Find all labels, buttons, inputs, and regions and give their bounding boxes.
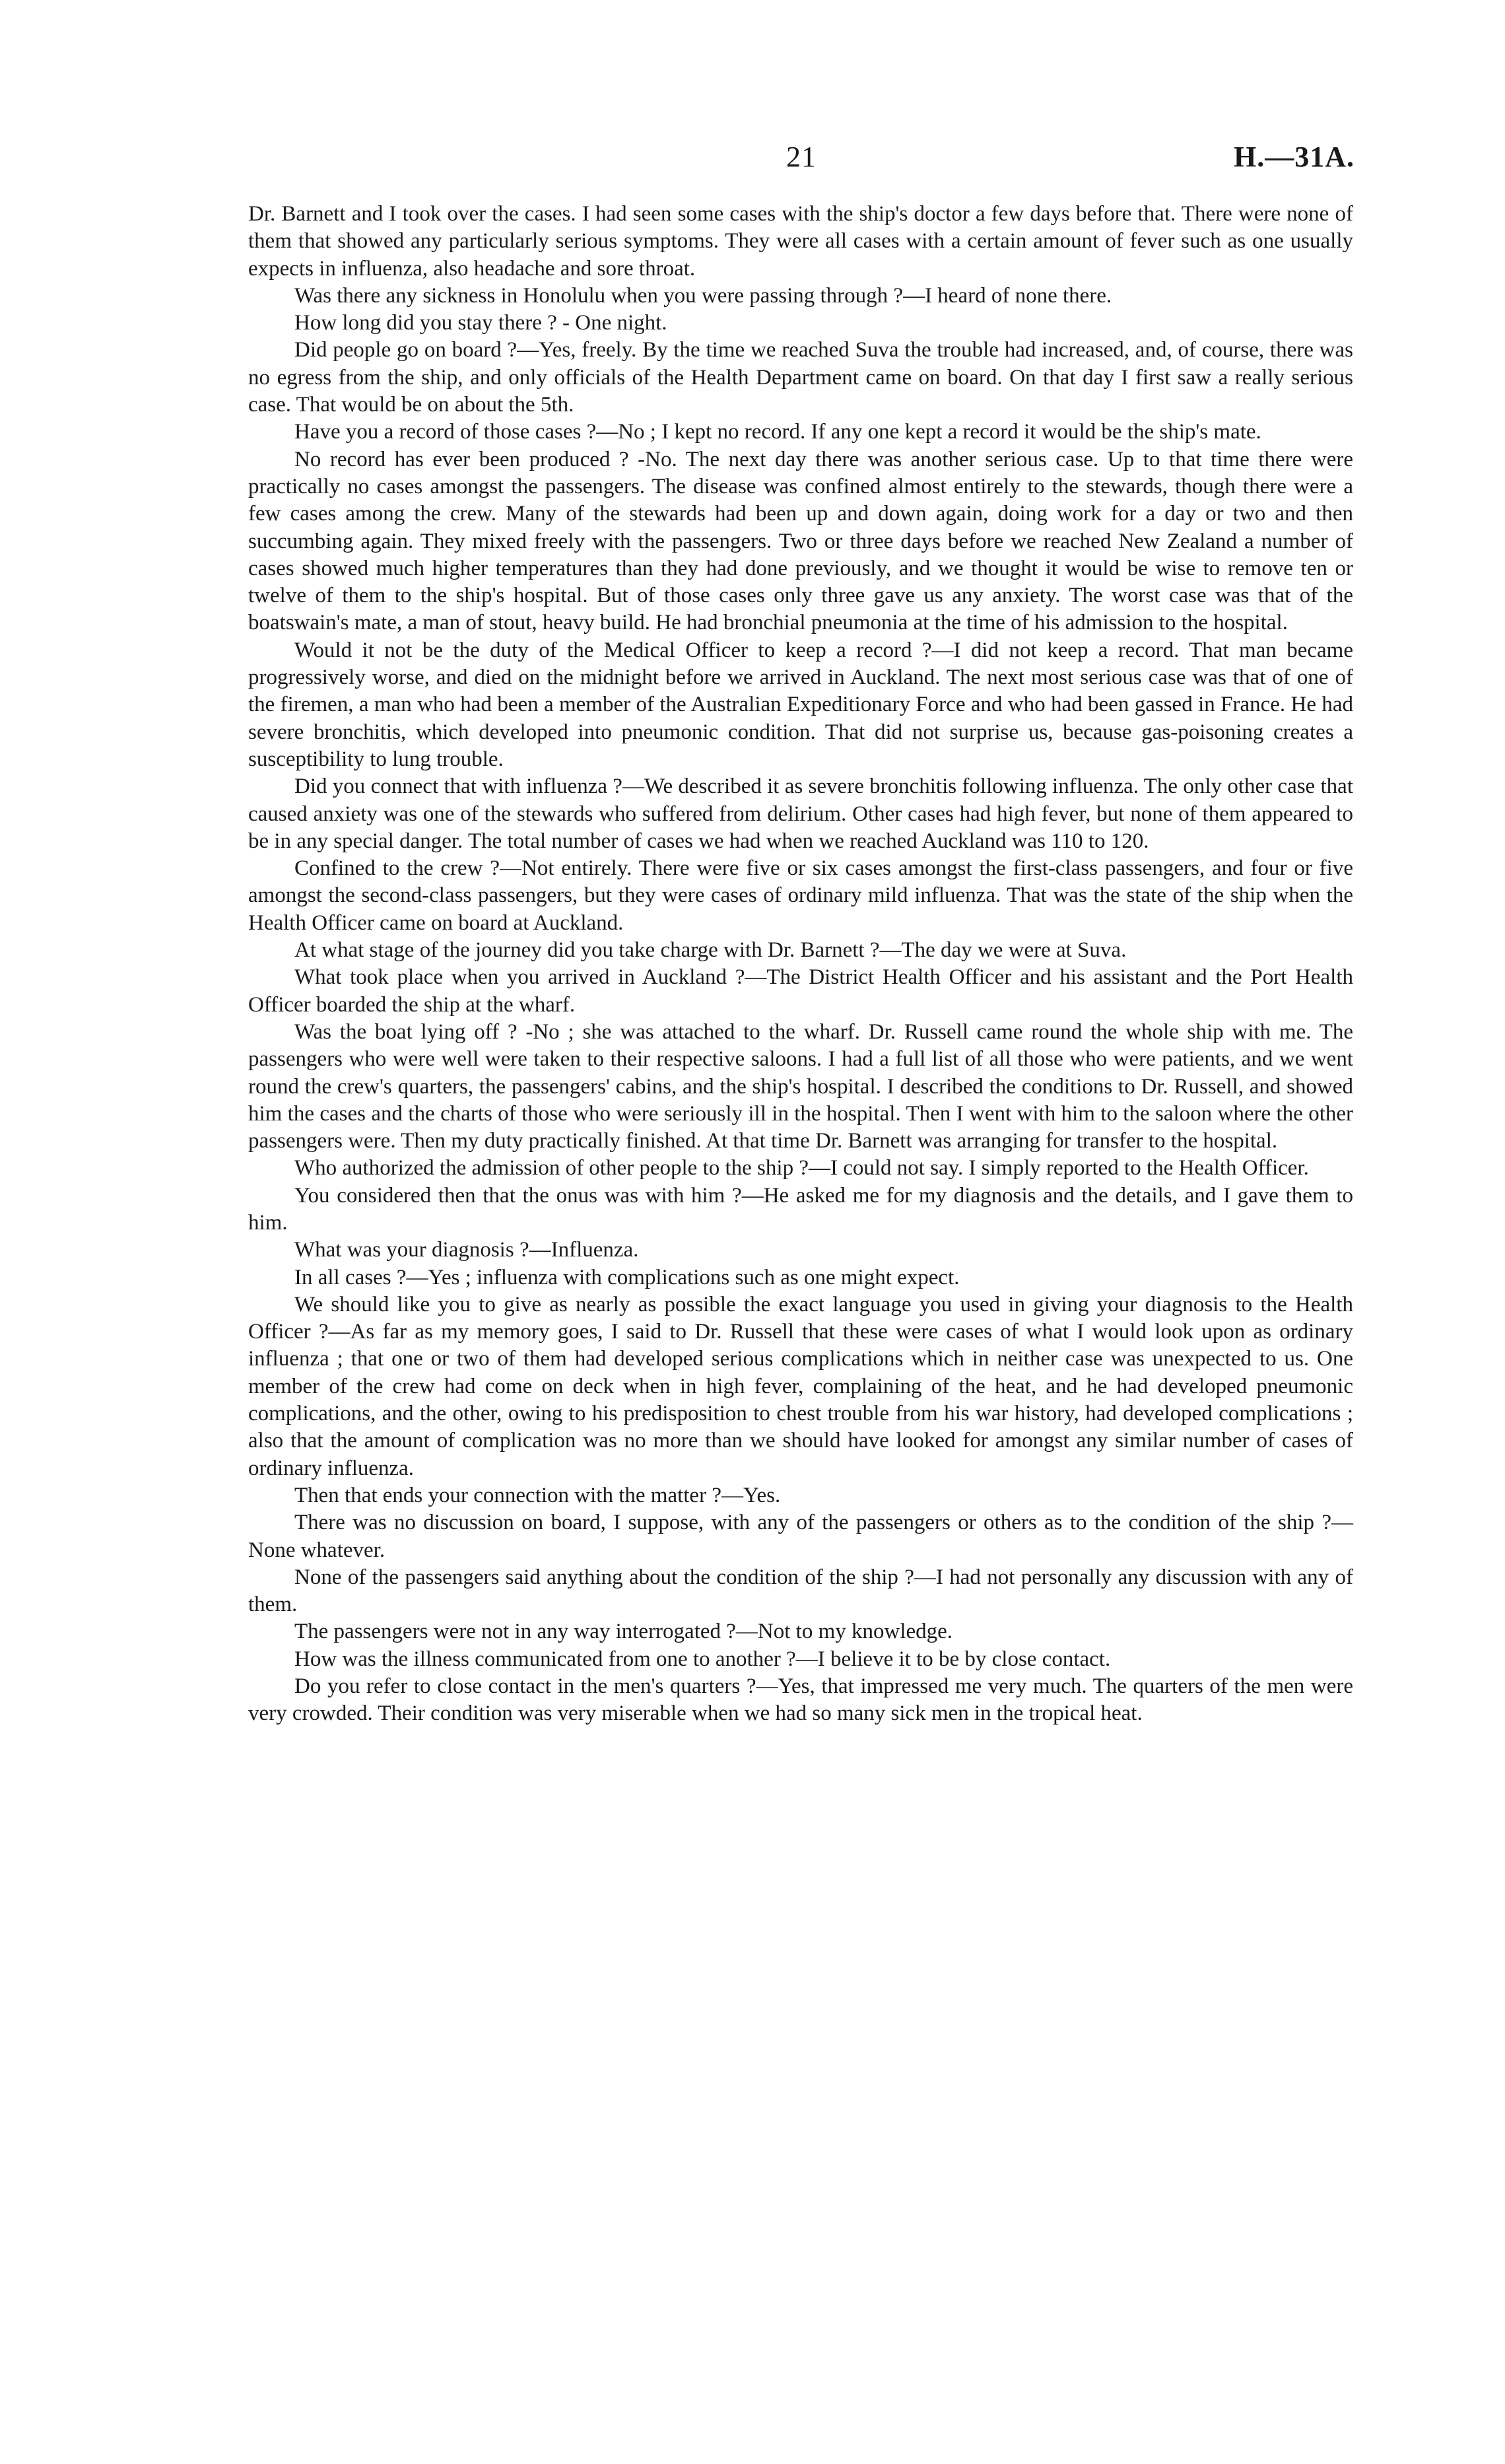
paragraph: How was the illness communicated from one to another ?—I believe it to be by close contact. [294,1647,1111,1671]
paragraph: Then that ends your connection with the matter ?—Yes. [294,1483,781,1507]
page-header [248,140,1354,186]
body-text [248,201,1353,1728]
paragraph: Do you refer to close contact in the men's quarters ?—Yes, that impressed me very much. The quarters of the men were very crowded. Their condition was very miserable when we had so many sick men in the tropical heat. [248,1674,1353,1726]
paragraph: Who authorized the admission of other people to the ship ?—I could not say. I simply reported to the Health Officer. [294,1156,1309,1181]
paragraph: There was no discussion on board, I suppose, with any of the passengers or others as to the condition of the ship ?—None whatever. [248,1511,1353,1562]
paragraph: What was your diagnosis ?—Influenza. [294,1238,639,1262]
paragraph: Confined to the crew ?—Not entirely. There were five or six cases amongst the first-class passengers, and four or five amongst the second-class passengers, but they were cases of ordinary mild influenza. That was the state of the ship when the Health Officer came on board at Auckland. [248,856,1353,935]
paragraph: No record has ever been produced ? -No. The next day there was another serious case. Up to that time there were practically no cases amongst the passengers. The disease was confined almost entirely to the stewards, though there were a few cases among the crew. Many of the stewards had been up and down again, doing work for a day or two and then succumbing again. They mixed freely with the passengers. Two or three days before we reached New Zealand a number of cases showed much higher temperatures than they had done previously, and we thought it would be wise to remove ten or twelve of them to the ship's hospital. But of those cases only three gave us any anxiety. The worst case was that of the boatswain's mate, a man of stout, heavy build. He had bronchial pneumonia at the time of his admission to the hospital. [248,447,1353,635]
paragraph: Did people go on board ?—Yes, freely. By the time we reached Suva the trouble had increased, and, of course, there was no egress from the ship, and only officials of the Health Department came on board. On that day I first saw a really serious case. That would be on about the 5th. [248,338,1353,417]
paragraph: Was the boat lying off ? -No ; she was attached to the wharf. Dr. Russell came round the whole ship with me. The passengers who were well were taken to their respective saloons. I had a full list of all those who were patients, and we went round the crew's quarters, the passengers' cabins, and the ship's hospital. I described the conditions to Dr. Russell, and showed him the cases and the charts of those who were seriously ill in the hospital. Then I went with him to the saloon where the other passengers were. Then my duty practically finished. At that time Dr. Barnett was arranging for transfer to the hospital. [248,1019,1353,1153]
paragraph: Did you connect that with influenza ?—We described it as severe bronchitis following influenza. The only other case that caused anxiety was one of the stewards who suffered from delirium. Other cases had high fever, but none of them appeared to be in any special danger. The total number of cases we had when we reached Auckland was 110 to 120. [248,774,1353,853]
paragraph: In all cases ?—Yes ; influenza with complications such as one might expect. [294,1265,960,1289]
paragraph: The passengers were not in any way interrogated ?—Not to my knowledge. [294,1620,953,1644]
paragraph: Have you a record of those cases ?—No ; I kept no record. If any one kept a record it would be the ship's mate. [294,420,1261,444]
paragraph: We should like you to give as nearly as possible the exact language you used in giving your diagnosis to the Health Officer ?—As far as my memory goes, I said to Dr. Russell that these were cases of what I would look upon as ordinary influenza ; that one or two of them had developed serious complications which in neither case was unexpected to us. One member of the crew had come on deck when in high fever, complaining of the heat, and he had developed pneumonic complications, and the other, owing to his predisposition to chest trouble from his war history, had developed complications ; also that the amount of complication was no more than we should have looked for amongst any similar number of cases of ordinary influenza. [248,1292,1353,1480]
paragraph: Dr. Barnett and I took over the cases. I had seen some cases with the ship's doctor a few days before that. There were none of them that showed any particularly serious symptoms. They were all cases with a certain amount of fever such as one usually expects in influenza, also headache and sore throat. [248,202,1353,281]
page-number: 21 [786,141,817,173]
document-reference: H.—31A. [1234,141,1354,173]
paragraph: At what stage of the journey did you take charge with Dr. Barnett ?—The day we were at Suva. [294,938,1127,963]
paragraph: Was there any sickness in Honolulu when you were passing through ?—I heard of none there. [294,283,1112,308]
paragraph: What took place when you arrived in Auckland ?—The District Health Officer and his assistant and the Port Health Officer boarded the ship at the wharf. [248,965,1353,1017]
paragraph: You considered then that the onus was with him ?—He asked me for my diagnosis and the details, and I gave them to him. [248,1183,1353,1235]
paragraph: None of the passengers said anything about the condition of the ship ?—I had not personally any discussion with any of them. [248,1565,1353,1617]
paragraph: How long did you stay there ? - One night. [294,311,667,335]
paragraph: Would it not be the duty of the Medical Officer to keep a record ?—I did not keep a record. That man became progressively worse, and died on the midnight before we arrived in Auckland. The next most serious case was that of one of the firemen, a man who had been a member of the Australian Expeditionary Force and who had been gassed in France. He had severe bronchitis, which developed into pneumonic condition. That did not surprise us, because gas-poisoning creates a susceptibility to lung trouble. [248,638,1353,771]
